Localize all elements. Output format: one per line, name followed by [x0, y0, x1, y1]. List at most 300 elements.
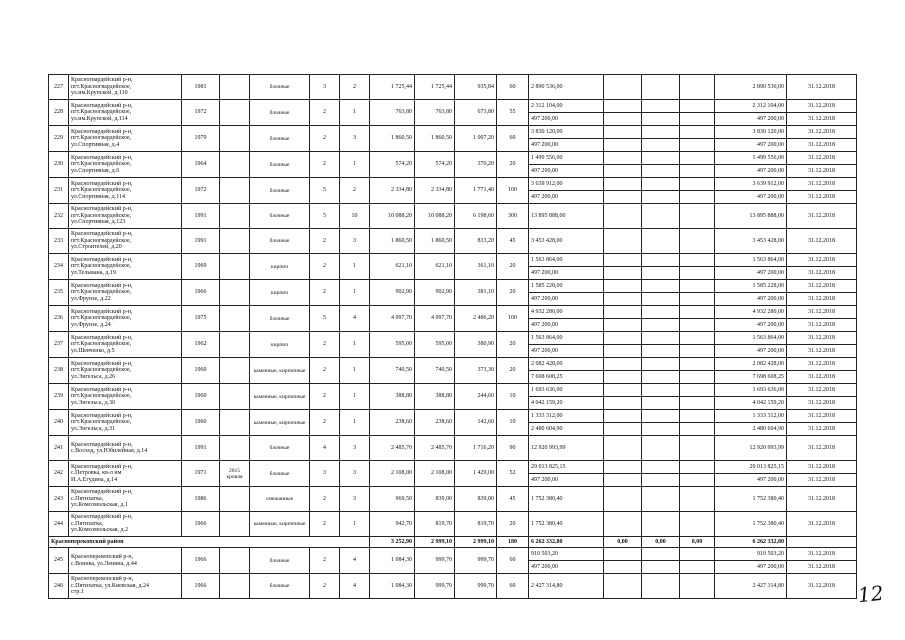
last-repair [220, 280, 250, 306]
table-row [49, 512, 857, 537]
address-cell [69, 512, 182, 537]
address-line: пгт.Красногвардейское, [71, 109, 132, 116]
address-line: ул.Энгельса, д.30 [71, 399, 116, 406]
address-line: Красноперекопский р-н, [71, 576, 134, 583]
empty-cell [642, 461, 680, 474]
address-cell [69, 126, 182, 152]
address-line: ул.Комсомольская, д.1 [71, 502, 129, 509]
last-repair [220, 229, 250, 254]
last-repair [220, 332, 250, 358]
cost-cell: 1 752 380,40 [529, 512, 604, 537]
year-built: 1991 [182, 204, 220, 229]
floors-count: 2 [310, 548, 340, 574]
area-2: 763,80 [415, 100, 455, 126]
address-line: ул.им.Крупской, д.110 [71, 90, 128, 97]
cost-cell: 13 895 888,00 [529, 204, 604, 229]
year-built: 1960 [182, 410, 220, 436]
area-2: 1 860,50 [415, 126, 455, 152]
area-2: 238,60 [415, 410, 455, 436]
total-area: 2 485,70 [370, 436, 415, 461]
row-number: 238 [49, 358, 69, 384]
empty-cell [604, 267, 642, 280]
empty-cell [604, 487, 642, 512]
year-built: 1960 [182, 384, 220, 410]
year-built: 1986 [182, 487, 220, 512]
empty-cell [642, 371, 680, 384]
deadline-date: 31.12.2018 [787, 152, 857, 165]
area-2: 999,70 [415, 548, 455, 574]
address-line: пгт.Красногвардейское, [71, 315, 132, 322]
empty-cell [680, 113, 715, 126]
total-cost: 1 752 380,40 [715, 487, 787, 512]
entrances-count: 4 [340, 574, 370, 599]
table-row [49, 358, 857, 371]
address-line: ул.им.Крупской, д.114 [71, 115, 128, 122]
address-cell [69, 306, 182, 332]
table-row [49, 548, 857, 561]
cost-cell: 910 503,20 [529, 548, 604, 561]
row-number: 229 [49, 126, 69, 152]
empty-cell [680, 423, 715, 436]
empty-cell [642, 410, 680, 423]
floors-count: 2 [310, 384, 340, 410]
empty-cell [642, 165, 680, 178]
address-line: Красноперекопский р-н, [71, 554, 134, 560]
address-cell [69, 204, 182, 229]
entrances-count: 1 [340, 332, 370, 358]
address-line: ул.Спортивная, д.4 [71, 141, 120, 148]
year-built: 1969 [182, 254, 220, 280]
row-number: 232 [49, 204, 69, 229]
residential-area: 999,70 [455, 548, 497, 574]
floors-count: 2 [310, 152, 340, 178]
empty-cell [604, 548, 642, 561]
empty-cell [604, 436, 642, 461]
cost-cell: 497 200,00 [529, 319, 604, 332]
empty-cell [680, 75, 715, 100]
deadline-date: 31.12.2018 [787, 191, 857, 204]
residents-count: 90 [497, 436, 529, 461]
residents-count: 45 [497, 229, 529, 254]
floors-count: 2 [310, 358, 340, 384]
address-cell [69, 436, 182, 461]
address-cell [69, 410, 182, 436]
empty-cell [680, 487, 715, 512]
district-name: Красноперекопский район [49, 537, 370, 548]
year-built: 1962 [182, 332, 220, 358]
table-row [49, 280, 857, 293]
year-built: 1966 [182, 280, 220, 306]
wall-material: каменные, кирпичные [250, 358, 310, 384]
empty-cell [642, 574, 680, 599]
entrances-count: 3 [340, 229, 370, 254]
deadline-date: 31.12.2018 [787, 436, 857, 461]
area-2: 902,90 [415, 280, 455, 306]
address-line: пгт.Красногвардейское, [71, 237, 132, 244]
wall-material: блочные [250, 461, 310, 487]
residents-count: 60 [497, 548, 529, 574]
total-cost: 2 082 428,00 [715, 358, 787, 371]
entrances-count: 1 [340, 152, 370, 178]
address-cell [69, 254, 182, 280]
total-cost: 497 200,00 [715, 345, 787, 358]
entrances-count: 3 [340, 126, 370, 152]
address-line: пгт.Красногвардейское, [71, 187, 132, 194]
total-area: 942,70 [370, 512, 415, 537]
total-cost: 3 453 428,00 [715, 229, 787, 254]
cost-cell: 497 200,00 [529, 561, 604, 574]
total-cost: 3 639 912,00 [715, 178, 787, 191]
area-2: 2 108,00 [415, 461, 455, 487]
address-line: пгт.Красногвардейское, [71, 161, 132, 168]
address-cell [69, 75, 182, 100]
deadline-date: 31.12.2018 [787, 165, 857, 178]
last-repair [220, 384, 250, 410]
residents-count: 20 [497, 512, 529, 537]
address-line: ул.Фрунзе, д.22 [71, 295, 111, 302]
total-area: 574,20 [370, 152, 415, 178]
deadline-date: 31.12.2018 [787, 371, 857, 384]
last-repair [220, 306, 250, 332]
area-2: 740,50 [415, 358, 455, 384]
entrances-count: 4 [340, 306, 370, 332]
last-repair [220, 487, 250, 512]
row-number: 245 [49, 548, 69, 574]
table-row [49, 436, 857, 461]
total-area: 2 108,00 [370, 461, 415, 487]
address-line: пгт.Красногвардейское, [71, 289, 132, 296]
total-cost: 2 480 604,90 [715, 423, 787, 436]
row-number: 230 [49, 152, 69, 178]
address-line: ул.Шевченко, д.5 [71, 347, 115, 354]
empty-cell [680, 178, 715, 191]
empty-cell [604, 332, 642, 345]
cost-cell: 1 752 380,40 [529, 487, 604, 512]
cost-cell: 4 932 280,00 [529, 306, 604, 319]
entrances-count: 2 [340, 178, 370, 204]
total-cost: 910 503,20 [715, 548, 787, 561]
empty-cell [604, 410, 642, 423]
wall-material: блочные [250, 152, 310, 178]
district-subtotal-row [49, 537, 857, 548]
empty-cell [680, 152, 715, 165]
area-2: 10 088,20 [415, 204, 455, 229]
floors-count: 2 [310, 254, 340, 280]
table-row [49, 152, 857, 165]
entrances-count: 2 [340, 75, 370, 100]
empty-cell [604, 191, 642, 204]
residential-area: 999,70 [455, 574, 497, 599]
address-line: Красногвардейский р-н, [71, 308, 133, 315]
entrances-count: 3 [340, 461, 370, 487]
total-cost: 497 200,00 [715, 319, 787, 332]
wall-material: кирпич [250, 332, 310, 358]
total-cost: 497 200,00 [715, 139, 787, 152]
cost-cell: 1 563 864,00 [529, 332, 604, 345]
last-repair [220, 512, 250, 537]
deadline-date: 31.12.2018 [787, 280, 857, 293]
address-cell [69, 574, 182, 599]
address-line: стр.1 [71, 589, 84, 596]
total-area: 969,50 [370, 487, 415, 512]
total-area: 10 088,20 [370, 204, 415, 229]
empty-cell [642, 254, 680, 267]
wall-material: блочные [250, 548, 310, 574]
last-repair [220, 574, 250, 599]
deadline-date: 31.12.2018 [787, 358, 857, 371]
address-line: ул.Комсомольская, д.2 [71, 527, 129, 534]
wall-material: блочные [250, 574, 310, 599]
total-area: 621,10 [370, 254, 415, 280]
empty-cell [604, 512, 642, 537]
empty-cell [604, 100, 642, 113]
empty-cell [680, 165, 715, 178]
row-number: 236 [49, 306, 69, 332]
empty-cell [680, 397, 715, 410]
residents-count: 100 [497, 178, 529, 204]
address-line: Красногвардейский р-н, [71, 514, 133, 521]
total-cost: 13 895 888,00 [715, 204, 787, 229]
floors-count: 3 [310, 461, 340, 487]
empty-cell [680, 126, 715, 139]
address-cell [69, 152, 182, 178]
empty-cell [680, 410, 715, 423]
wall-material: блочные [250, 100, 310, 126]
table-row [49, 100, 857, 113]
deadline-date: 31.12.2018 [787, 561, 857, 574]
empty-cell [604, 384, 642, 397]
deadline-date: 31.12.2018 [787, 397, 857, 410]
floors-count: 4 [310, 436, 340, 461]
entrances-count: 1 [340, 512, 370, 537]
address-line: Красногвардейский р-н, [71, 231, 133, 238]
year-built: 1960 [182, 358, 220, 384]
residents-count: 52 [497, 461, 529, 487]
deadline-date: 31.12.2018 [787, 293, 857, 306]
address-line: Красногвардейский р-н, [71, 154, 133, 161]
address-line: Красногвардейский р-н, [71, 412, 133, 419]
entrances-count: 1 [340, 384, 370, 410]
residents-count: 100 [497, 306, 529, 332]
empty-cell [604, 139, 642, 152]
cost-cell: 2 890 536,00 [529, 75, 604, 100]
empty-cell [642, 306, 680, 319]
table-row [49, 75, 857, 100]
deadline-date: 31.12.2018 [787, 345, 857, 358]
total-area: 1 860,50 [370, 126, 415, 152]
cost-cell: 1 333 312,00 [529, 410, 604, 423]
address-line: ул.Спортивная, д.123 [71, 219, 126, 226]
deadline-date: 31.12.2018 [787, 487, 857, 512]
entrances-count: 3 [340, 436, 370, 461]
wall-material: блочные [250, 306, 310, 332]
empty-cell [642, 345, 680, 358]
deadline-date: 31.12.2018 [787, 254, 857, 267]
address-line: И.А.Егудина, д.14 [71, 476, 118, 483]
residential-area: 370,20 [455, 152, 497, 178]
residential-area: 142,60 [455, 410, 497, 436]
area-2: 4 097,70 [415, 306, 455, 332]
floors-count: 5 [310, 204, 340, 229]
total-cost: 1 499 556,00 [715, 152, 787, 165]
area-2: 2 485,70 [415, 436, 455, 461]
residential-area: 673,80 [455, 100, 497, 126]
empty-cell [604, 293, 642, 306]
district-zero-1: 0,00 [604, 537, 642, 548]
address-line: ул.Фрунзе, д.24 [71, 321, 111, 328]
empty-cell [604, 178, 642, 191]
empty-cell [642, 423, 680, 436]
total-area: 1 084,30 [370, 548, 415, 574]
total-cost: 1 563 864,00 [715, 254, 787, 267]
deadline-date: 31.12.2018 [787, 423, 857, 436]
deadline-date: 31.12.2018 [787, 306, 857, 319]
year-built: 1991 [182, 229, 220, 254]
last-repair [220, 436, 250, 461]
year-built: 1991 [182, 436, 220, 461]
year-built: 1972 [182, 100, 220, 126]
table-row [49, 487, 857, 512]
deadline-date: 31.12.2018 [787, 410, 857, 423]
residents-count: 60 [497, 574, 529, 599]
empty-cell [642, 319, 680, 332]
address-line: Красногвардейский р-н, [71, 77, 133, 84]
cost-cell: 2 312 104,00 [529, 100, 604, 113]
address-line: с.Пятихатка, [71, 520, 104, 527]
empty-cell [604, 423, 642, 436]
address-line: Красногвардейский р-н, [71, 463, 133, 470]
address-line: пгт.Красногвардейское, [71, 393, 132, 400]
district-area-2: 2 999,10 [415, 537, 455, 548]
residential-area: 381,10 [455, 280, 497, 306]
table-row [49, 461, 857, 474]
residential-area: 244,60 [455, 384, 497, 410]
empty-cell [680, 319, 715, 332]
cost-cell: 1 563 864,00 [529, 254, 604, 267]
empty-cell [642, 358, 680, 371]
total-area: 4 097,70 [370, 306, 415, 332]
area-2: 999,70 [415, 574, 455, 599]
address-line: Красногвардейский р-н, [71, 489, 133, 496]
last-repair: 2015 кровля [220, 461, 250, 487]
total-cost: 2 312 104,00 [715, 100, 787, 113]
empty-cell [642, 561, 680, 574]
table-row [49, 574, 857, 599]
empty-cell [642, 126, 680, 139]
cost-cell: 4 042 159,20 [529, 397, 604, 410]
deadline-date: 31.12.2018 [787, 548, 857, 561]
residents-count: 20 [497, 152, 529, 178]
total-cost: 1 752 380,40 [715, 512, 787, 537]
address-line: Красногвардейский р-н, [71, 282, 133, 289]
wall-material: блочные [250, 178, 310, 204]
empty-cell [604, 306, 642, 319]
residential-area: 819,70 [455, 512, 497, 537]
empty-cell [642, 436, 680, 461]
empty-cell [604, 152, 642, 165]
residents-count: 300 [497, 204, 529, 229]
empty-cell [680, 436, 715, 461]
address-line: с.Пятихатка, [71, 495, 104, 502]
address-line: Красногвардейский р-н, [71, 441, 133, 448]
floors-count: 2 [310, 512, 340, 537]
last-repair [220, 126, 250, 152]
cost-cell: 3 639 912,00 [529, 178, 604, 191]
deadline-date: 31.12.2018 [787, 139, 857, 152]
empty-cell [604, 474, 642, 487]
empty-cell [604, 165, 642, 178]
deadline-date: 31.12.2018 [787, 461, 857, 474]
floors-count: 3 [310, 75, 340, 100]
entrances-count: 4 [340, 548, 370, 574]
district-total-area: 3 252,90 [370, 537, 415, 548]
empty-cell [787, 537, 857, 548]
empty-cell [604, 229, 642, 254]
area-2: 574,20 [415, 152, 455, 178]
empty-cell [642, 229, 680, 254]
total-area: 238,60 [370, 410, 415, 436]
empty-cell [680, 371, 715, 384]
empty-cell [680, 139, 715, 152]
deadline-date: 31.12.2018 [787, 384, 857, 397]
total-cost: 497 200,00 [715, 561, 787, 574]
wall-material: блочные [250, 204, 310, 229]
address-line: с.Восход, ул.Юбилейная, д.14 [71, 448, 148, 454]
entrances-count: 1 [340, 100, 370, 126]
last-repair [220, 204, 250, 229]
empty-cell [680, 512, 715, 537]
cost-cell: 497 200,00 [529, 139, 604, 152]
empty-cell [604, 358, 642, 371]
address-line: ул.Спортивная, д.114 [71, 193, 125, 200]
cost-cell: 2 427 314,80 [529, 574, 604, 599]
empty-cell [680, 191, 715, 204]
floors-count: 5 [310, 178, 340, 204]
row-number: 233 [49, 229, 69, 254]
area-2: 839,00 [415, 487, 455, 512]
address-line: Красногвардейский р-н, [71, 102, 133, 109]
entrances-count: 1 [340, 280, 370, 306]
last-repair [220, 358, 250, 384]
year-built: 1979 [182, 126, 220, 152]
total-cost: 497 200,00 [715, 165, 787, 178]
cost-cell: 497 200,00 [529, 345, 604, 358]
table-row [49, 178, 857, 191]
last-repair [220, 100, 250, 126]
deadline-date: 31.12.2018 [787, 100, 857, 113]
deadline-date: 31.12.2018 [787, 113, 857, 126]
table-row [49, 332, 857, 345]
empty-cell [642, 332, 680, 345]
entrances-count: 1 [340, 254, 370, 280]
empty-cell [680, 229, 715, 254]
district-zero-3: 0,00 [680, 537, 715, 548]
residential-area: 2 486,20 [455, 306, 497, 332]
address-cell [69, 178, 182, 204]
row-number: 242 [49, 461, 69, 487]
deadline-date: 31.12.2018 [787, 178, 857, 191]
residents-count: 20 [497, 254, 529, 280]
table-row [49, 229, 857, 254]
wall-material: блочные [250, 229, 310, 254]
total-area: 388,80 [370, 384, 415, 410]
total-cost: 497 200,00 [715, 293, 787, 306]
address-line: Красногвардейский р-н, [71, 128, 133, 135]
address-cell [69, 358, 182, 384]
district-residential-area: 2 999,10 [455, 537, 497, 548]
wall-material: блочные [250, 126, 310, 152]
empty-cell [604, 113, 642, 126]
